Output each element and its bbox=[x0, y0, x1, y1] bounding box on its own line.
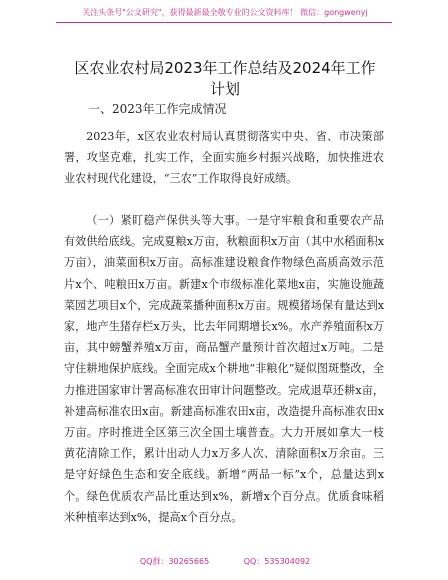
footer-qq-group: QQ群：30265665 bbox=[139, 557, 210, 566]
title-line-2: 计划 bbox=[209, 80, 240, 98]
paragraph-intro: 2023年，x区农业农村局认真贯彻落实中央、省、市决策部署，攻坚克难，扎实工作，全面实施乡村振兴战略，加快推进农业农村现代化建设，“三农”工作取得良好成绩。 bbox=[64, 130, 384, 186]
footer-qq: QQ：535304092 bbox=[243, 557, 311, 566]
section-heading: 一、2023年工作完成情况 bbox=[88, 102, 227, 116]
footer-contact bbox=[60, 556, 390, 567]
paragraph-stable-supply: （一）紧盯稳产保供头等大事。一是守牢粮食和重要农产品有效供给底线。完成夏粮x万亩，秋粮面积x万亩（其中水稻面积x万亩），油菜面积x万亩。高标准建设粮食作物绿色高质高效示范片x个、吨粮田x万亩。新建x个市级标准化菜地x亩，实施设施蔬菜园艺项目x个，完成蔬菜播种面积x万亩。规模猪场保有量达到x家，地产生猪存栏x万头，比去年同期增长x%。水产养殖面积x万亩，其中螃蟹养殖x万亩，商品蟹产量预计首次超过x万吨。二是守住耕地保护底线。全面完成x个耕地“非粮化”疑似图斑整改，全力推进国家审计署高标准农田审计问题整改。完成退草还耕x亩，补建高标准农田x亩。新建高标准农田x亩，改造提升高标准农田x万亩。序时推进全区第三次全国土壤普查。大力开展如拿大一枝黄花清除工作，累计出动人力x万多人次、清除面积x万余亩。三是守好绿色生态和安全底线。新增“两品一标”x个，总量达到x个。绿色优质农产品比重达到x%，新增x个百分点。优质食味稻米种植率达到x%，提高x个百分点。 bbox=[64, 214, 384, 524]
header-divider bbox=[56, 22, 392, 23]
header-banner: 关注头条号"公文研究"，获得最新最全敬专业的公文资料库！ 微信：gongwenyj bbox=[82, 8, 368, 17]
title-line-1: 区农业农村局2023年工作总结及2024年工作 bbox=[74, 59, 376, 77]
document-title bbox=[60, 58, 390, 100]
